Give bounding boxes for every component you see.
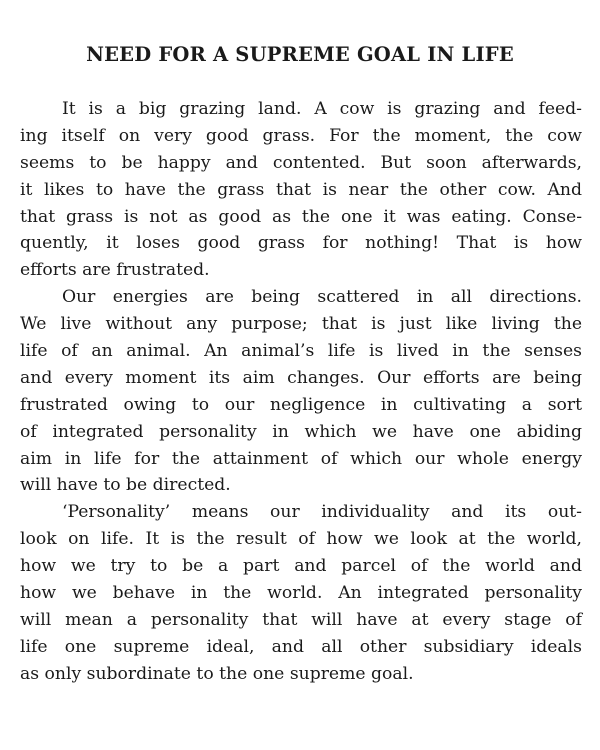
- body-text: [20, 96, 582, 688]
- text-line: aim in life for the attainment of which our whole energy: [20, 448, 582, 469]
- text-line: how we behave in the world. An integrated personality: [20, 583, 582, 604]
- paragraph-2: [20, 284, 582, 499]
- paragraph-1: [20, 96, 582, 284]
- text-line: how we try to be a part and parcel of the world and: [20, 556, 582, 577]
- paragraph-3: [20, 499, 582, 687]
- text-line: ‘Personality’ means our individuality and its out-: [62, 502, 582, 523]
- text-line: that grass is not as good as the one it was eating. Conse-: [20, 206, 582, 227]
- text-line: seems to be happy and contented. But soon afterwards,: [20, 152, 582, 173]
- text-line: life one supreme ideal, and all other subsidiary ideals: [20, 636, 582, 657]
- text-line: it likes to have the grass that is near the other cow. And: [20, 179, 582, 200]
- text-line: We live without any purpose; that is just like living the: [20, 314, 582, 335]
- text-line: efforts are frustrated.: [20, 260, 210, 281]
- text-line: Our energies are being scattered in all directions.: [62, 287, 582, 308]
- text-line: of integrated personality in which we have one abiding: [20, 421, 582, 442]
- text-line: ing itself on very good grass. For the moment, the cow: [20, 125, 582, 146]
- text-line: frustrated owing to our negligence in cultivating a sort: [20, 394, 582, 415]
- text-line: will mean a personality that will have at every stage of: [20, 609, 582, 630]
- text-line: as only subordinate to the one supreme goal.: [20, 663, 414, 684]
- page-title: NEED FOR A SUPREME GOAL IN LIFE: [86, 43, 514, 66]
- text-line: It is a big grazing land. A cow is grazing and feed-: [62, 99, 582, 119]
- text-line: and every moment its aim changes. Our efforts are being: [20, 367, 582, 388]
- text-line: quently, it loses good grass for nothing! That is how: [20, 233, 582, 254]
- text-line: will have to be directed.: [20, 475, 231, 496]
- text-line: life of an animal. An animal’s life is lived in the senses: [20, 341, 582, 362]
- text-line: look on life. It is the result of how we look at the world,: [20, 529, 582, 550]
